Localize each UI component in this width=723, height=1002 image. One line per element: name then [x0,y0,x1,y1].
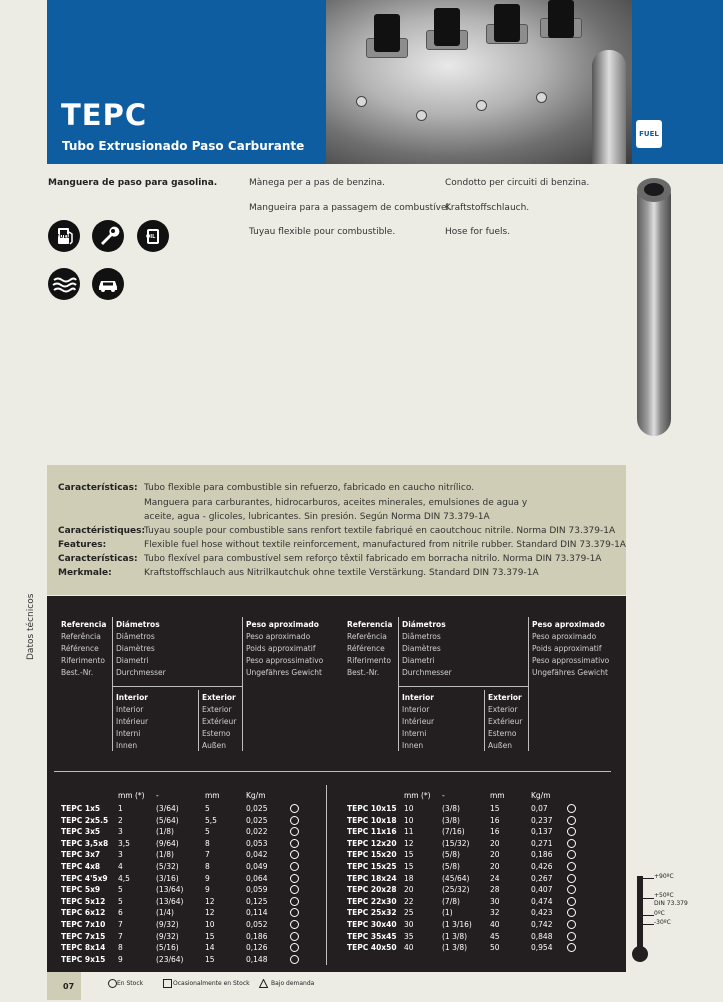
diam-h2: Diamètres [116,644,155,653]
water-waves-icon [48,268,80,300]
cell-inner-mm: 3,5 [118,838,130,848]
cell-inner-mm: 3 [118,850,123,860]
unit-mm-star-left: mm (*) [118,791,145,800]
unit-mm-left: mm [205,791,220,800]
cell-reference: TEPC 20x28 [347,885,397,895]
cell-weight: 0,271 [531,838,553,848]
temp-standard: DIN 73.379 [654,900,688,907]
characteristics-text-es-3: aceite, agua - glicoles, lubricantes. Sin presión. Según Norma DIN 73.379-1A [144,512,490,522]
legend-in-stock: En Stock [117,980,144,987]
diam-h4: Durchmesser [116,668,166,677]
temp-max: +90ºC [654,873,674,880]
temp-tick [640,878,654,879]
ext-h0: Exterior [488,693,522,702]
cell-inner-mm: 10 [404,804,414,813]
cell-outer-mm: 24 [490,873,500,883]
characteristics-label-es: Características: [58,483,138,493]
diam-h0: Diámetros [116,620,160,629]
cell-outer-mm: 30 [490,896,500,906]
ext-h3: Esterno [488,729,517,738]
thermometer-bulb [632,946,648,962]
cell-inner-mm: 12 [404,838,414,848]
cell-weight: 0,137 [531,827,553,837]
ref-h2: Référence [61,644,99,653]
cell-weight: 0,049 [246,862,268,871]
cell-reference: TEPC 9x15 [61,954,106,964]
cell-inner-mm: 11 [404,827,414,837]
diam-h2: Diamètres [402,644,441,653]
ref-h3: Riferimento [61,656,105,665]
cell-weight: 0,186 [246,931,268,941]
characteristics-text-es-1: Tubo flexible para combustible sin refuerzo, fabricado en caucho nitrílico. [144,483,475,493]
cell-reference: TEPC 35x45 [347,931,397,941]
cell-inner-inch: (3/64) [156,804,179,813]
cell-outer-mm: 5 [205,804,210,813]
divider [112,686,242,687]
in-stock-icon [290,804,299,813]
cell-outer-mm: 15 [490,804,500,813]
ref-h0: Referencia [347,620,393,629]
cell-weight: 0,053 [246,838,268,848]
cell-inner-inch: (7/8) [442,896,460,906]
on-demand-icon [259,979,268,988]
cell-inner-mm: 5 [118,896,123,906]
cell-outer-mm: 16 [490,815,500,825]
ext-h1: Exterior [488,705,518,714]
page-number: 07 [47,972,81,1000]
cell-inner-mm: 7 [118,920,123,929]
cell-inner-inch: (7/16) [442,827,465,837]
cell-inner-inch: (5/8) [442,850,460,860]
ref-h4: Best.-Nr. [61,668,94,677]
legend-occasional: Ocasionalmente en Stock [173,980,250,987]
wrench-icon [92,220,124,252]
cell-reference: TEPC 22x30 [347,896,397,906]
cell-weight: 0,954 [531,943,553,953]
cell-outer-mm: 40 [490,920,500,929]
cell-inner-mm: 40 [404,943,414,953]
cell-weight: 0,042 [246,850,268,860]
page-subtitle: Tubo Extrusionado Paso Carburante [62,139,305,153]
cell-inner-mm: 7 [118,931,123,941]
cell-inner-inch: (1/8) [156,850,174,860]
in-stock-icon [290,897,299,906]
ext-h3: Esterno [202,729,231,738]
int-h1: Interior [116,705,144,714]
in-stock-icon [567,932,576,941]
cell-inner-inch: (5/16) [156,943,179,953]
cell-inner-inch: (1 3/8) [442,943,468,953]
cell-outer-mm: 12 [205,896,215,906]
cell-weight: 0,022 [246,827,268,837]
cell-inner-mm: 15 [404,862,414,871]
cell-weight: 0,125 [246,896,268,906]
cell-outer-mm: 32 [490,908,500,918]
table-rule [54,771,611,772]
side-label: Datos técnicos [26,593,36,660]
cell-inner-inch: (15/32) [442,838,470,848]
diam-h0: Diámetros [402,620,446,629]
cell-weight: 0,025 [246,815,268,825]
cell-weight: 0,423 [531,908,553,918]
peso-h0: Peso aproximado [246,620,319,629]
cell-inner-inch: (3/16) [156,873,179,883]
characteristics-label-en: Features: [58,540,107,550]
cell-weight: 0,114 [246,908,268,918]
cell-outer-mm: 16 [490,827,500,837]
int-h3: Interni [116,729,141,738]
ignition-coil [434,8,460,46]
unit-mm-star-right: mm (*) [404,791,431,800]
cell-reference: TEPC 30x40 [347,920,397,929]
in-stock-icon [567,920,576,929]
cell-weight: 0,848 [531,931,553,941]
ref-header-left [61,619,106,679]
cell-inner-mm: 3 [118,827,123,837]
cell-weight: 0,059 [246,885,268,895]
cell-inner-inch: (25/32) [442,885,470,895]
ext-h2: Extérieur [202,717,237,726]
unit-kgm-left: Kg/m [246,791,266,800]
cell-reference: TEPC 11x16 [347,827,397,837]
cell-inner-inch: (9/64) [156,838,179,848]
peso-h1: Peso aproximado [532,632,597,641]
cell-weight: 0,025 [246,804,268,813]
peso-header-right [532,619,609,679]
cell-reference: TEPC 12x20 [347,838,397,848]
cell-weight: 0,407 [531,885,553,895]
temp-tick [640,915,654,916]
in-stock-icon [290,920,299,929]
cell-inner-inch: (9/32) [156,920,179,929]
cell-inner-mm: 9 [118,954,123,964]
ignition-coil [494,4,520,42]
peso-h2: Poids approximatif [246,644,316,653]
cell-inner-mm: 15 [404,850,414,860]
ref-h4: Best.-Nr. [347,668,380,677]
cell-inner-mm: 22 [404,896,414,906]
cell-reference: TEPC 10x18 [347,815,397,825]
cell-reference: TEPC 3x7 [61,850,101,860]
cell-inner-mm: 6 [118,908,123,918]
cell-reference: TEPC 5x12 [61,896,106,906]
cell-inner-mm: 30 [404,920,414,929]
cell-reference: TEPC 8x14 [61,943,106,953]
cell-inner-inch: (5/8) [442,862,460,871]
cell-reference: TEPC 4'5x9 [61,873,108,883]
legend-on-demand: Bajo demanda [271,980,315,987]
divider [326,785,327,965]
cell-weight: 0,186 [531,850,553,860]
hose-bore [644,183,664,196]
cell-inner-mm: 2 [118,815,123,825]
cell-reference: TEPC 6x12 [61,908,106,918]
cell-reference: TEPC 40x50 [347,943,397,953]
diam-h1: Diâmetros [116,632,155,641]
temp-tick [640,924,654,925]
car-icon [92,268,124,300]
cell-outer-mm: 50 [490,943,500,953]
diam-h3: Diametri [402,656,435,665]
in-stock-icon [567,897,576,906]
fuel-pipe [592,50,626,164]
divider [242,617,243,751]
cell-inner-inch: (5/64) [156,815,179,825]
unit-dash-left: - [156,791,159,800]
cell-weight: 0,426 [531,862,553,871]
cell-outer-mm: 15 [205,954,215,964]
temp-min: -30ºC [654,919,671,926]
bolt [356,96,367,107]
description-de: Kraftstoffschlauch. [445,203,530,213]
bolt [416,110,427,121]
int-h4: Innen [116,741,138,750]
cell-inner-inch: (1 3/8) [442,931,468,941]
ref-h2: Référence [347,644,385,653]
in-stock-icon [567,839,576,848]
characteristics-text-es-2: Manguera para carburantes, hidrocarburos, aceites minerales, emulsiones de agua y [144,498,528,508]
cell-inner-mm: 20 [404,885,414,895]
cell-weight: 0,052 [246,920,268,929]
ignition-coil [374,14,400,52]
peso-h1: Peso aproximado [246,632,311,641]
cell-outer-mm: 20 [490,838,500,848]
ignition-coil [548,0,574,38]
cell-weight: 0,742 [531,920,553,929]
cell-outer-mm: 9 [205,873,210,883]
characteristics-label-fr: Caractéristiques: [58,526,146,536]
cell-outer-mm: 8 [205,838,210,848]
temp-tick [640,898,654,899]
unit-kgm-right: Kg/m [531,791,551,800]
cell-weight: 0,267 [531,873,553,883]
divider [112,617,113,751]
cell-inner-mm: 4 [118,862,123,871]
interior-header-right [402,692,434,752]
cell-reference: TEPC 1x5 [61,804,101,813]
cell-outer-mm: 8 [205,862,210,871]
cell-reference: TEPC 4x8 [61,862,101,871]
diam-h4: Durchmesser [402,668,452,677]
unit-mm-right: mm [490,791,505,800]
description-fr: Tuyau flexible pour combustible. [249,227,396,237]
bolt [536,92,547,103]
cell-reference: TEPC 18x24 [347,873,397,883]
ref-h1: Referência [347,632,387,641]
cell-inner-inch: (9/32) [156,931,179,941]
description-en: Hose for fuels. [445,227,511,237]
characteristics-label-pt: Características: [58,554,138,564]
cell-outer-mm: 20 [490,850,500,860]
cell-inner-inch: (1/4) [156,908,174,918]
ext-h2: Extérieur [488,717,523,726]
cell-outer-mm: 14 [205,943,215,953]
cell-weight: 0,064 [246,873,268,883]
diam-header-right [402,619,452,679]
cell-reference: TEPC 3x5 [61,827,101,837]
in-stock-icon [567,874,576,883]
peso-h4: Ungefähres Gewicht [532,668,608,677]
hose-illustration [637,178,671,436]
fuel-badge: FUEL [636,120,662,148]
characteristics-label-de: Merkmale: [58,568,112,578]
cell-inner-mm: 25 [404,908,414,918]
int-h0: Interior [116,693,148,702]
page-title: TEPC [61,98,148,132]
peso-h4: Ungefähres Gewicht [246,668,322,677]
cell-inner-inch: (23/64) [156,954,184,964]
divider [198,690,199,751]
diam-h3: Diametri [116,656,149,665]
cell-weight: 0,474 [531,896,553,906]
cell-inner-inch: (1 3/16) [442,920,472,929]
cell-inner-mm: 35 [404,931,414,941]
cell-outer-mm: 9 [205,885,210,895]
peso-h3: Peso approssimativo [532,656,610,665]
in-stock-icon [108,979,117,988]
in-stock-icon [567,862,576,871]
in-stock-icon [290,816,299,825]
divider [528,617,529,751]
description-ca: Mànega per a pas de benzina. [249,178,385,188]
cell-weight: 0,126 [246,943,268,953]
int-h3: Interni [402,729,427,738]
cell-reference: TEPC 5x9 [61,885,101,895]
description-es: Manguera de paso para gasolina. [48,178,218,188]
temp-zero: 0ºC [654,910,665,917]
ref-header-right [347,619,392,679]
in-stock-icon [290,862,299,871]
peso-header-left [246,619,323,679]
int-h1: Interior [402,705,430,714]
cell-inner-inch: (5/32) [156,862,179,871]
cell-outer-mm: 5,5 [205,815,217,825]
cell-reference: TEPC 15x25 [347,862,397,871]
cell-outer-mm: 15 [205,931,215,941]
ref-h1: Referência [61,632,101,641]
cell-inner-mm: 1 [118,804,123,813]
description-pt: Mangueira para a passagem de combustível. [249,203,452,213]
in-stock-icon [290,874,299,883]
oil-icon-text: OIL [146,234,156,240]
cell-outer-mm: 10 [205,920,215,929]
in-stock-icon [290,839,299,848]
cell-reference: TEPC 25x32 [347,908,397,918]
cell-inner-inch: (3/8) [442,815,460,825]
ext-h4: Außen [488,741,512,750]
characteristics-text-en: Flexible fuel hose without textile reinforcement, manufactured from nitrile rubber. Standard DIN 73.379-1A [144,540,626,550]
int-h2: Intérieur [116,717,149,726]
cell-inner-inch: (13/64) [156,896,184,906]
cell-outer-mm: 20 [490,862,500,871]
cell-inner-inch: (1/8) [156,827,174,837]
cell-inner-mm: 8 [118,943,123,953]
cell-outer-mm: 28 [490,885,500,895]
interior-header-left [116,692,148,752]
in-stock-icon [290,932,299,941]
peso-h2: Poids approximatif [532,644,602,653]
engine-photo [326,0,632,164]
cell-reference: TEPC 15x20 [347,850,397,860]
unit-dash-right: - [442,791,445,800]
cell-reference: TEPC 7x10 [61,920,106,929]
cell-inner-inch: (13/64) [156,885,184,895]
cell-outer-mm: 45 [490,931,500,941]
characteristics-text-fr: Tuyau souple pour combustible sans renfort textile fabriqué en caoutchouc nitrile. Norma DIN 73.379-1A [144,526,616,536]
diam-header-left [116,619,166,679]
ref-h3: Riferimento [347,656,391,665]
int-h0: Interior [402,693,434,702]
int-h4: Innen [402,741,424,750]
cell-inner-inch: (1) [442,908,453,918]
cell-weight: 0,237 [531,815,553,825]
in-stock-icon [567,804,576,813]
exterior-header-right [488,692,522,752]
diam-h1: Diâmetros [402,632,441,641]
characteristics-text-pt: Tubo flexível para combustível sem reforço têxtil fabricado em borracha nitrilo. Norma DIN 73.379-1A [144,554,602,564]
cell-reference: TEPC 10x15 [347,804,397,813]
temp-din: +50ºC [654,892,674,899]
cell-weight: 0,148 [246,954,268,964]
int-h2: Intérieur [402,717,435,726]
bolt [476,100,487,111]
cell-inner-mm: 5 [118,885,123,895]
cell-outer-mm: 7 [205,850,210,860]
divider [484,690,485,751]
in-stock-icon [290,955,299,964]
cell-reference: TEPC 2x5.5 [61,815,109,825]
ext-h1: Exterior [202,705,232,714]
characteristics-text-de: Kraftstoffschlauch aus Nitrilkautchuk ohne textile Verstärkung. Standard DIN 73.379-1A [144,568,539,578]
cell-outer-mm: 5 [205,827,210,837]
cell-inner-inch: (45/64) [442,873,470,883]
ext-h0: Exterior [202,693,236,702]
cell-outer-mm: 12 [205,908,215,918]
cell-reference: TEPC 3,5x8 [61,838,109,848]
peso-h0: Peso aproximado [532,620,605,629]
exterior-header-left [202,692,236,752]
divider [398,617,399,751]
occasional-stock-icon [163,979,172,988]
description-it: Condotto per circuiti di benzina. [445,178,590,188]
cell-inner-mm: 4,5 [118,873,130,883]
divider [398,686,528,687]
cell-reference: TEPC 7x15 [61,931,106,941]
fuel-icon-text: FUEL [56,234,71,240]
cell-inner-mm: 10 [404,815,414,825]
in-stock-icon [567,816,576,825]
cell-inner-mm: 18 [404,873,414,883]
cell-weight: 0,07 [531,804,548,813]
ref-h0: Referencia [61,620,107,629]
ext-h4: Außen [202,741,226,750]
cell-inner-inch: (3/8) [442,804,460,813]
peso-h3: Peso approssimativo [246,656,324,665]
